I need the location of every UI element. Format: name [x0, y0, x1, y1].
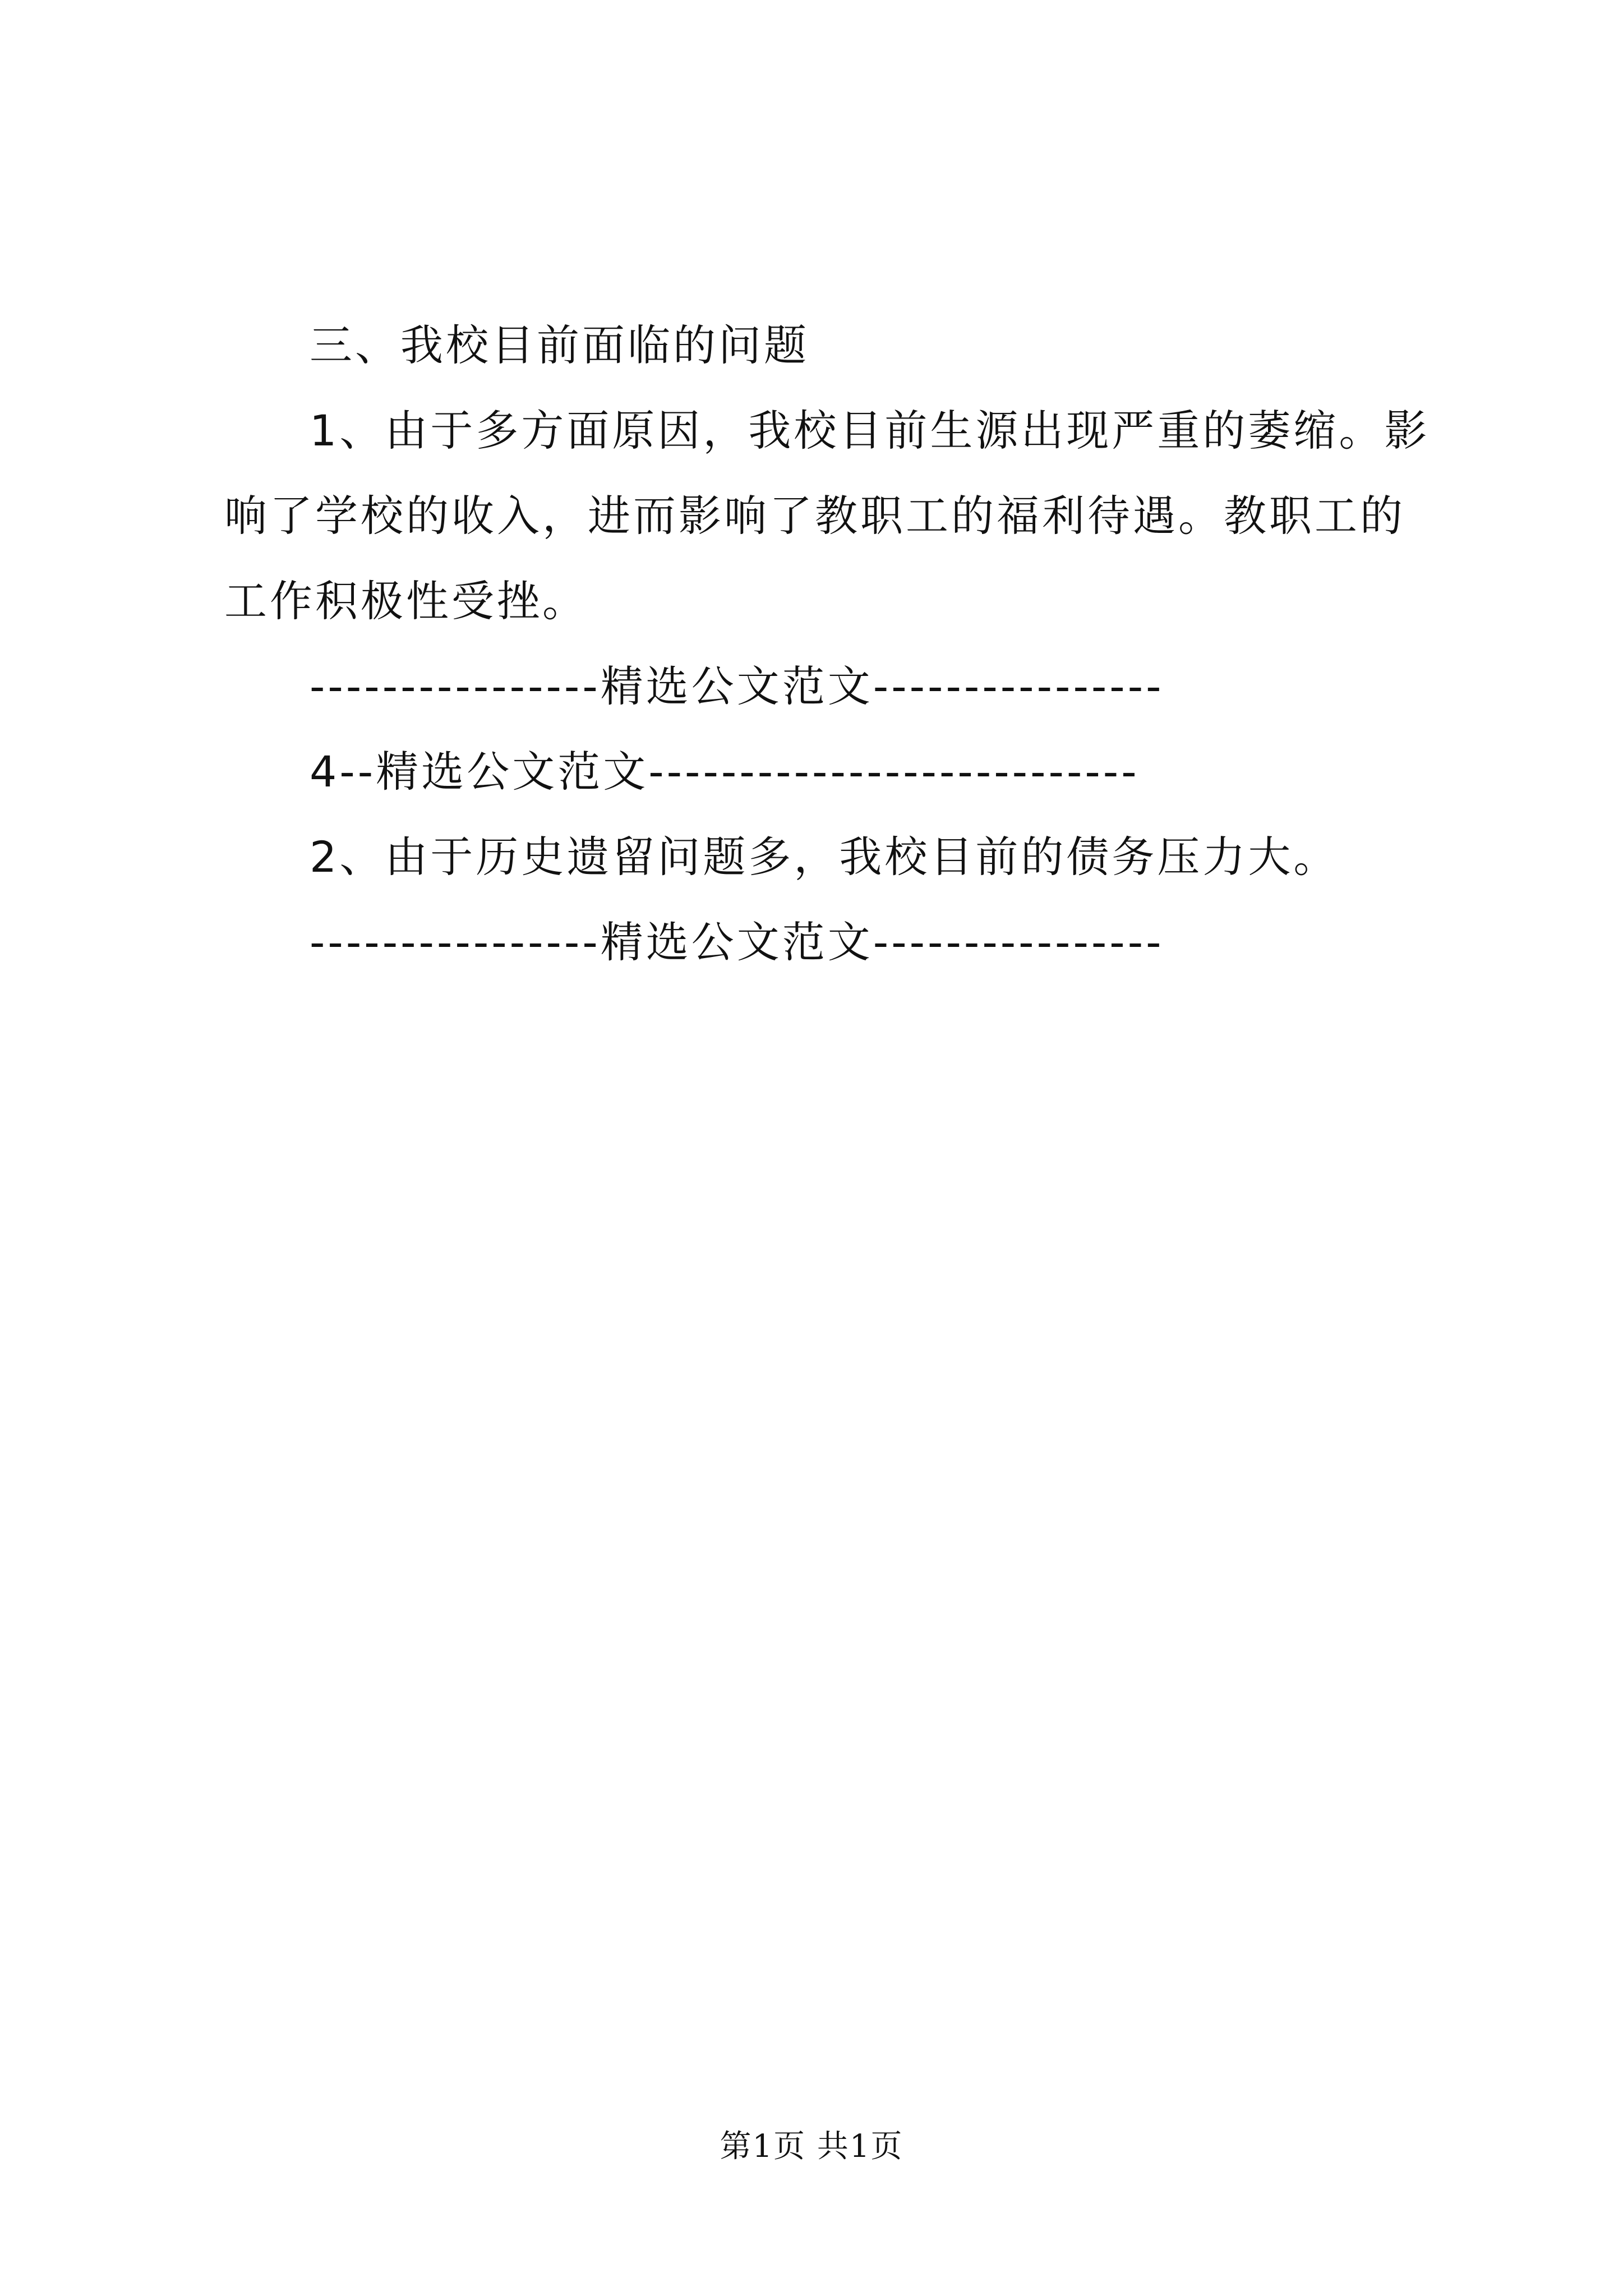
- separator-line-2: 4--精选公文范文---------------------------: [310, 747, 1140, 797]
- document-body: [224, 303, 1436, 985]
- page-footer: 第1页 共1页: [720, 2128, 903, 2165]
- paragraph-2: 2、由于历史遗留问题多，我校目前的债务压力大。: [310, 832, 1339, 882]
- paragraph-1: 1、由于多方面原因，我校目前生源出现严重的萎缩。影响了学校的收入，进而影响了教职工的福利待遇。教职工的工作积极性受挫。: [224, 406, 1430, 626]
- section-heading: 三、我校目前面临的问题: [310, 320, 809, 370]
- separator-line-1: ----------------精选公文范文----------------: [310, 661, 1164, 711]
- separator-line-3: ----------------精选公文范文----------------: [310, 917, 1164, 967]
